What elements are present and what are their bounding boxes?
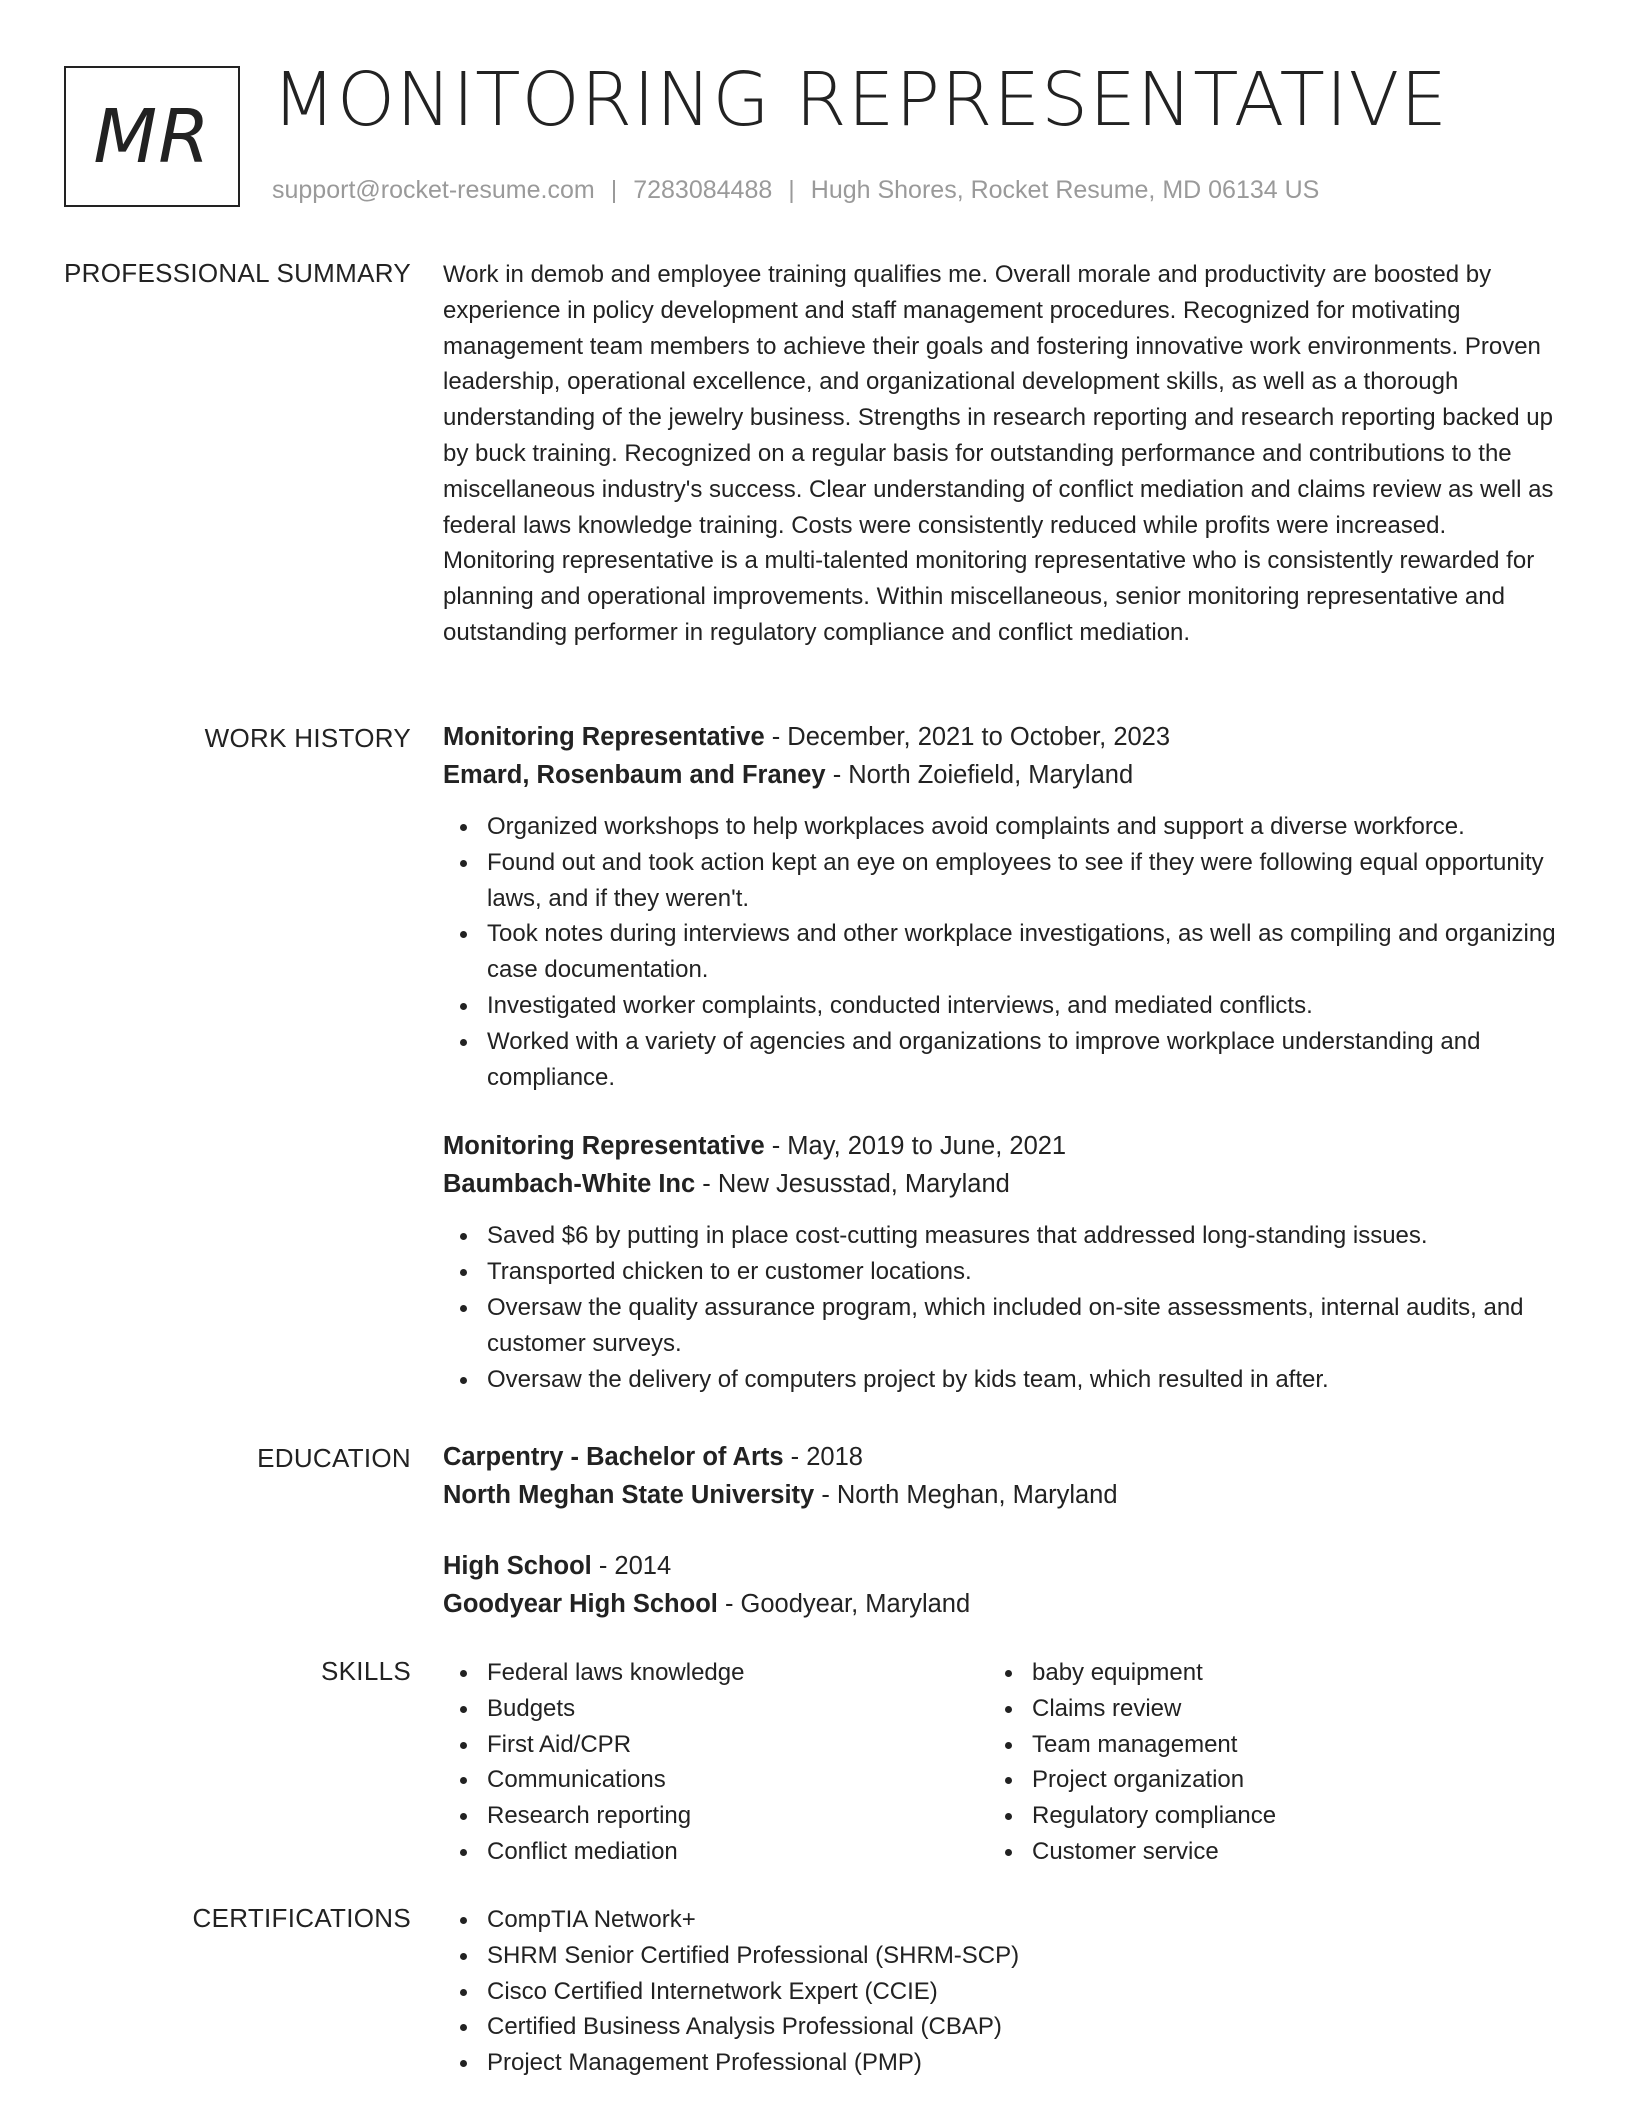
contact-address: Hugh Shores, Rocket Resume, MD 06134 US (810, 176, 1320, 204)
summary-text: Work in demob and employee training qualifies me. Overall morale and productivity are boosted by experience in policy development and staff management procedures. Recognized for motivating management team members to achieve their goals and fostering innovative work environments. Proven leadership, operational excellence, and organizational development skills, as well as a thorough understanding of the jewelry business. Strengths in research reporting and research reporting backed up by buck training. Recognized on a regular basis for outstanding performance and contributions to the miscellaneous industry's success. Clear understanding of conflict mediation and claims review as well as federal laws knowledge training. Costs were consistently reduced while profits were increased. Monitoring representative is a multi-talented monitoring representative who is consistently rewarded for planning and operational improvements. Within miscellaneous, senior monitoring representative and outstanding performer in regulatory compliance and conflict mediation. (443, 261, 1554, 646)
skill-item: Customer service (988, 1834, 1528, 1870)
education-entry (443, 1547, 1563, 1623)
job-entry (443, 1127, 1563, 1397)
job-duties (443, 1218, 1563, 1397)
job-duty: Saved $6 by putting in place cost-cutting measures that addressed long-standing issues. (443, 1218, 1563, 1254)
certifications-list (443, 1902, 1563, 2081)
job-duty: Took notes during interviews and other workplace investigations, as well as compiling and organizing case documentation. (443, 916, 1563, 988)
job-duty: Found out and took action kept an eye on employees to see if they were following equal opportunity laws, and if they weren't. (443, 845, 1563, 917)
work-history-body (443, 718, 1563, 1397)
job-location: - North Zoiefield, Maryland (825, 761, 1134, 789)
monogram-initials: MR (93, 93, 211, 180)
certifications-heading: CERTIFICATIONS (192, 1903, 411, 1933)
skill-item: Regulatory compliance (988, 1798, 1528, 1834)
summary-heading: PROFESSIONAL SUMMARY (64, 258, 411, 288)
job-title: Monitoring Representative (443, 1132, 765, 1161)
job-company: Emard, Rosenbaum and Franey (443, 761, 826, 789)
job-dates: - May, 2019 to June, 2021 (764, 1132, 1067, 1161)
skill-item: baby equipment (988, 1655, 1528, 1691)
certification-item: Cisco Certified Internetwork Expert (CCIE) (443, 1974, 1563, 2010)
monogram-box (64, 66, 240, 207)
job-dates: - December, 2021 to October, 2023 (764, 723, 1171, 751)
education-heading: EDUCATION (257, 1443, 411, 1473)
job-company-line (443, 756, 1563, 794)
certification-item: Project Management Professional (PMP) (443, 2045, 1563, 2081)
skill-item: Federal laws knowledge (443, 1655, 983, 1691)
job-duties (443, 809, 1563, 1095)
work-history-heading: WORK HISTORY (204, 723, 411, 753)
skill-item: Claims review (988, 1691, 1528, 1727)
job-duty: Transported chicken to er customer locations. (443, 1254, 1563, 1290)
education-school: North Meghan State University (443, 1481, 815, 1509)
job-title-line (443, 1127, 1563, 1165)
contact-phone: 7283084488 (633, 176, 773, 204)
education-location: - North Meghan, Maryland (814, 1481, 1118, 1509)
education-entry (443, 1438, 1563, 1514)
skill-item: Communications (443, 1762, 983, 1798)
skill-item: Team management (988, 1727, 1528, 1763)
education-location: - Goodyear, Maryland (717, 1590, 971, 1618)
contact-separator: | (788, 176, 795, 204)
job-duty: Organized workshops to help workplaces avoid complaints and support a diverse workforce. (443, 809, 1563, 845)
job-location: - New Jesusstad, Maryland (695, 1170, 1010, 1199)
contact-line (272, 174, 1319, 206)
education-year: - 2018 (783, 1443, 863, 1471)
summary-body (443, 257, 1563, 651)
contact-email: support@rocket-resume.com (272, 176, 595, 204)
skill-item: First Aid/CPR (443, 1727, 983, 1763)
job-title: Monitoring Representative (443, 723, 765, 751)
skill-item: Research reporting (443, 1798, 983, 1834)
job-title-line (443, 718, 1563, 756)
skill-item: Budgets (443, 1691, 983, 1727)
job-duty: Worked with a variety of agencies and organizations to improve workplace understanding and compliance. (443, 1024, 1563, 1096)
skills-heading: SKILLS (321, 1656, 411, 1686)
skill-item: Conflict mediation (443, 1834, 983, 1870)
education-degree: High School (443, 1552, 592, 1580)
contact-separator: | (610, 176, 618, 204)
certifications-body (443, 1902, 1563, 2081)
skills-list-left (443, 1655, 983, 1870)
job-company: Baumbach-White Inc (443, 1170, 696, 1199)
education-degree-line (443, 1438, 1563, 1476)
education-year: - 2014 (591, 1552, 672, 1580)
candidate-name: MONITORING REPRESENTATIVE (272, 57, 1448, 143)
education-body (443, 1438, 1563, 1623)
certification-item: Certified Business Analysis Professional (CBAP) (443, 2009, 1563, 2045)
job-entry (443, 718, 1563, 1095)
education-school-line (443, 1476, 1563, 1514)
education-degree-line (443, 1547, 1563, 1585)
job-company-line (443, 1165, 1563, 1203)
certification-item: SHRM Senior Certified Professional (SHRM-SCP) (443, 1938, 1563, 1974)
job-duty: Oversaw the quality assurance program, which included on-site assessments, internal audits, and customer surveys. (443, 1290, 1563, 1362)
education-school: Goodyear High School (443, 1590, 718, 1618)
certification-item: CompTIA Network+ (443, 1902, 1563, 1938)
skills-list-right (988, 1655, 1528, 1870)
job-duty: Investigated worker complaints, conducted interviews, and mediated conflicts. (443, 988, 1563, 1024)
skill-item: Project organization (988, 1762, 1528, 1798)
education-degree: Carpentry - Bachelor of Arts (443, 1443, 784, 1471)
job-duty: Oversaw the delivery of computers project by kids team, which resulted in after. (443, 1362, 1563, 1398)
education-school-line (443, 1585, 1563, 1623)
